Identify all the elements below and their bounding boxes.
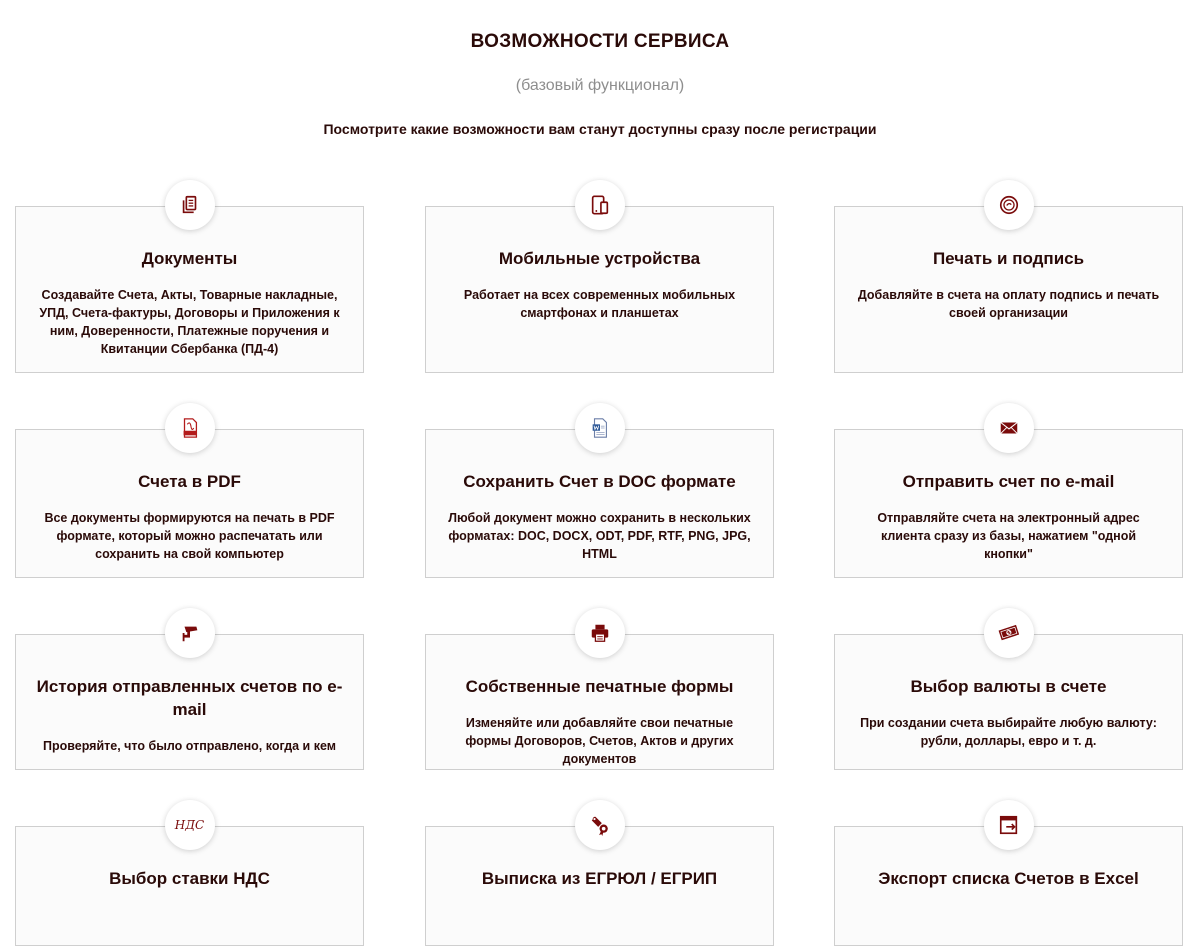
feature-card-documents [15, 206, 364, 373]
feature-card-currency [834, 634, 1183, 770]
feature-description: При создании счета выбирайте любую валюту: рубли, доллары, евро и т. д. [860, 716, 1157, 748]
feature-title: Экспорт списка Счетов в Excel [878, 869, 1139, 888]
feature-title: Печать и подпись [932, 249, 1085, 268]
surveillance-camera-icon [165, 608, 215, 658]
feature-title: Сохранить Счет в DOC формате [463, 472, 736, 491]
envelope-icon [984, 403, 1034, 453]
feature-title: История отправленных счетов по e-mail [36, 677, 343, 719]
feature-description: Проверяйте, что было отправлено, когда и кем [42, 739, 337, 753]
feature-title: Отправить счет по e-mail [902, 472, 1115, 491]
page-title: ВОЗМОЖНОСТИ СЕРВИСА [470, 31, 730, 52]
feature-card-pdf [15, 429, 364, 578]
feature-title: Документы [141, 249, 238, 268]
feature-description: Создавайте Счета, Акты, Товарные накладные, УПД, Счета-фактуры, Договоры и Приложения к ним, Доверенности, Платежные поручения и Квитанции Сбербанка (ПД-4) [39, 288, 340, 356]
feature-card-email-history [15, 634, 364, 770]
feature-card-mobile [425, 206, 774, 373]
stamp-icon [984, 180, 1034, 230]
feature-title: Счета в PDF [138, 472, 241, 491]
feature-card-excel-export [834, 826, 1183, 946]
feature-title: Выписка из ЕГРЮЛ / ЕГРИП [481, 869, 718, 888]
doc-file-icon [575, 403, 625, 453]
vat-icon [165, 800, 215, 850]
feature-card-doc [425, 429, 774, 578]
page-subtitle: (базовый функционал) [515, 77, 685, 94]
documents-icon [165, 180, 215, 230]
feature-description: Изменяйте или добавляйте свои печатные формы Договоров, Счетов, Актов и других документов [465, 716, 734, 766]
vat-icon-label: НДС [174, 818, 205, 832]
printer-icon [575, 608, 625, 658]
feature-card-vat [15, 818, 364, 946]
scroll-certificate-icon [575, 800, 625, 850]
feature-title: Мобильные устройства [498, 249, 701, 268]
money-icon [984, 608, 1034, 658]
feature-title: Собственные печатные формы [465, 677, 734, 696]
feature-card-email [834, 429, 1183, 578]
page-lead: Посмотрите какие возможности вам станут доступны сразу после регистрации [323, 121, 877, 137]
feature-card-egrul [425, 826, 774, 946]
feature-description: Любой документ можно сохранить в нескольких форматах: DOC, DOCX, ODT, PDF, RTF, PNG, JPG, HTML [448, 511, 751, 561]
pdf-file-icon [165, 403, 215, 453]
feature-title: Выбор валюты в счете [910, 677, 1107, 696]
feature-card-print-forms [425, 634, 774, 770]
export-window-icon [984, 800, 1034, 850]
feature-card-stamp [834, 206, 1183, 373]
feature-description: Работает на всех современных мобильных смартфонах и планшетах [463, 288, 736, 320]
feature-description: Все документы формируются на печать в PDF формате, который можно распечатать или сохранить на свой компьютер [44, 511, 335, 561]
feature-description: Отправляйте счета на электронный адрес клиента сразу из базы, нажатием "одной кнопки" [877, 511, 1140, 561]
feature-title: Выбор ставки НДС [109, 869, 270, 888]
feature-description: Добавляйте в счета на оплату подпись и печать своей организации [857, 288, 1160, 320]
mobile-devices-icon [575, 180, 625, 230]
